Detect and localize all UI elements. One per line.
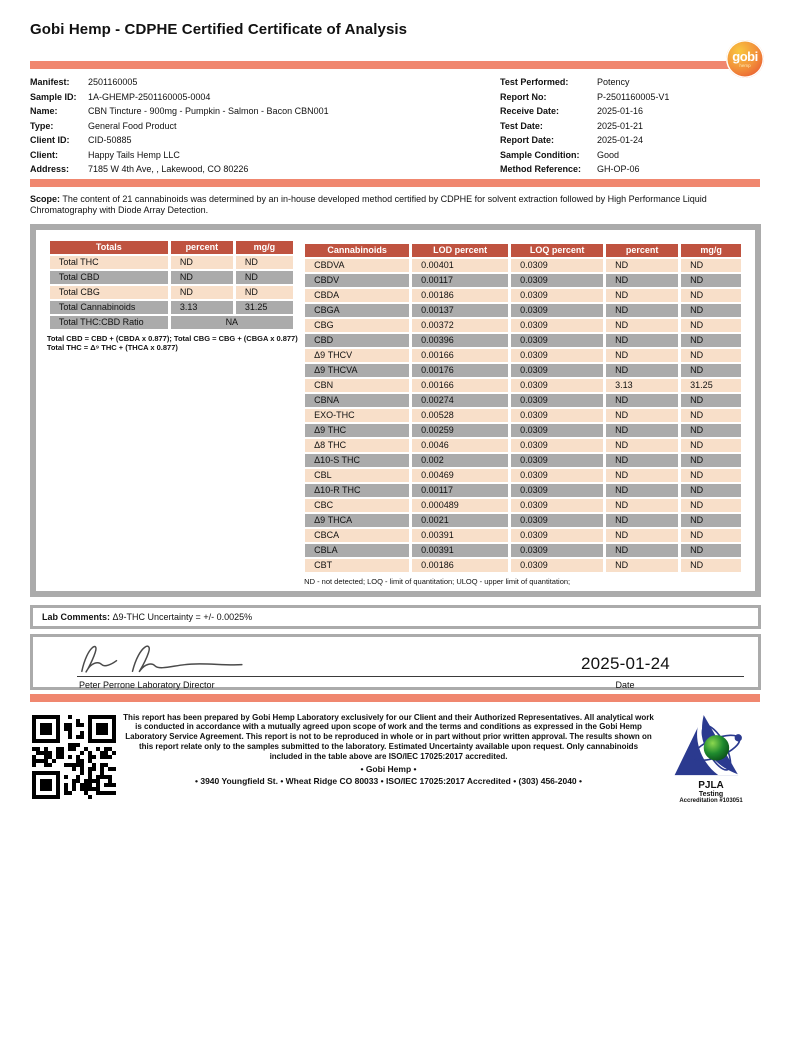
info-label: Name: xyxy=(30,106,58,116)
cannabinoid-lod: 0.00372 xyxy=(412,319,508,332)
signature-line xyxy=(77,676,744,677)
cannabinoid-name: CBDV xyxy=(305,274,409,287)
cannabinoid-name: Δ9 THCA xyxy=(305,514,409,527)
cannabinoid-percent: ND xyxy=(606,364,678,377)
cannabinoid-percent: ND xyxy=(606,319,678,332)
cannabinoid-lod: 0.00176 xyxy=(412,364,508,377)
logo-text: gobi xyxy=(732,48,758,64)
totals-table xyxy=(47,239,296,331)
info-row xyxy=(30,148,500,163)
cannabinoid-mgg: ND xyxy=(681,424,741,437)
cannabinoid-percent: ND xyxy=(606,289,678,302)
cannabinoid-mgg: ND xyxy=(681,559,741,572)
totals-row-mgg: ND xyxy=(236,286,293,299)
cannabinoid-body xyxy=(305,259,741,572)
totals-row-percent: ND xyxy=(171,256,233,269)
totals-header-row xyxy=(50,241,293,254)
cannabinoid-lod: 0.0046 xyxy=(412,439,508,452)
cannabinoid-row xyxy=(305,514,741,527)
info-label: Manifest: xyxy=(30,77,70,87)
pjla-testing-label: Testing xyxy=(698,790,724,798)
accent-divider-bar xyxy=(30,179,760,187)
cannabinoid-percent: ND xyxy=(606,484,678,497)
cannabinoid-loq: 0.0309 xyxy=(511,259,603,272)
cannabinoid-loq: 0.0309 xyxy=(511,364,603,377)
info-value: 2501160005 xyxy=(88,77,138,87)
cannabinoid-row xyxy=(305,394,741,407)
accent-divider-bar xyxy=(30,61,760,69)
lab-comments-box xyxy=(30,605,761,629)
info-row xyxy=(30,75,500,90)
cannabinoid-mgg: 31.25 xyxy=(681,379,741,392)
cannabinoid-loq: 0.0309 xyxy=(511,424,603,437)
cannabinoid-row xyxy=(305,469,741,482)
date-label: Date xyxy=(615,679,635,690)
cannabinoid-lod: 0.00186 xyxy=(412,559,508,572)
lab-comments-label: Lab Comments: xyxy=(42,611,111,622)
totals-header-cell: mg/g xyxy=(236,241,293,254)
cannabinoid-percent: ND xyxy=(606,334,678,347)
info-value: CID-50885 xyxy=(88,135,132,145)
totals-row-mgg: ND xyxy=(236,256,293,269)
cannabinoid-row xyxy=(305,529,741,542)
cannabinoid-percent: ND xyxy=(606,529,678,542)
info-value: 7185 W 4th Ave, , Lakewood, CO 80226 xyxy=(88,164,249,174)
totals-row-label: Total THC xyxy=(50,256,168,269)
totals-formulas xyxy=(47,334,298,352)
info-row xyxy=(500,133,761,148)
cannabinoid-table xyxy=(302,242,744,574)
cannabinoid-loq: 0.0309 xyxy=(511,394,603,407)
cannabinoid-name: Δ8 THC xyxy=(305,439,409,452)
info-label: Client ID: xyxy=(30,135,70,145)
cannabinoid-name: Δ9 THCV xyxy=(305,349,409,362)
results-container xyxy=(30,224,761,597)
cannabinoid-percent: ND xyxy=(606,469,678,482)
scope-label: Scope: xyxy=(30,193,61,204)
signature-section xyxy=(30,634,761,690)
cannabinoid-percent: ND xyxy=(606,349,678,362)
sample-info-section xyxy=(30,75,761,177)
cannabinoid-row xyxy=(305,349,741,362)
info-label: Test Performed: xyxy=(500,77,569,87)
cannabinoid-row xyxy=(305,439,741,452)
totals-row-label: Total CBG xyxy=(50,286,168,299)
cannabinoid-row xyxy=(305,454,741,467)
cannabinoid-header-row xyxy=(305,244,741,257)
totals-row-percent: 3.13 xyxy=(171,301,233,314)
cannabinoid-percent: ND xyxy=(606,499,678,512)
cannabinoid-lod: 0.00391 xyxy=(412,529,508,542)
cannabinoid-loq: 0.0309 xyxy=(511,304,603,317)
pjla-accreditation-logo xyxy=(661,713,761,804)
cannabinoid-lod: 0.00274 xyxy=(412,394,508,407)
cannabinoid-row xyxy=(305,364,741,377)
certificate-page xyxy=(0,21,791,1045)
cannabinoid-percent: ND xyxy=(606,304,678,317)
cannabinoid-percent: ND xyxy=(606,394,678,407)
cannabinoid-loq: 0.0309 xyxy=(511,469,603,482)
totals-row xyxy=(50,286,293,299)
cannabinoid-lod: 0.00166 xyxy=(412,379,508,392)
cannabinoid-row xyxy=(305,289,741,302)
cannabinoid-lod: 0.00117 xyxy=(412,484,508,497)
cannabinoid-mgg: ND xyxy=(681,334,741,347)
cannabinoid-row xyxy=(305,424,741,437)
totals-row-label: Total CBD xyxy=(50,271,168,284)
cannabinoid-loq: 0.0309 xyxy=(511,499,603,512)
cannabinoid-mgg: ND xyxy=(681,484,741,497)
cannabinoid-percent: ND xyxy=(606,559,678,572)
totals-row xyxy=(50,271,293,284)
address-line: • 3940 Youngfield St. • Wheat Ridge CO 80033 • ISO/IEC 17025:2017 Accredited • (303) 456-2040 • xyxy=(195,776,582,787)
cannabinoid-name: CBGA xyxy=(305,304,409,317)
cannabinoid-header-cell: Cannabinoids xyxy=(305,244,409,257)
cannabinoid-row xyxy=(305,559,741,572)
cannabinoid-name: Δ9 THCVA xyxy=(305,364,409,377)
cannabinoid-name: EXO-THC xyxy=(305,409,409,422)
cannabinoid-mgg: ND xyxy=(681,409,741,422)
info-row xyxy=(30,119,500,134)
signatory-name-title: Peter Perrone Laboratory Director xyxy=(79,679,215,690)
scope-text xyxy=(30,194,761,216)
pjla-name: PJLA xyxy=(698,779,724,791)
info-row xyxy=(30,104,500,119)
gobi-hemp-logo xyxy=(726,40,764,78)
cannabinoid-name: CBN xyxy=(305,379,409,392)
cannabinoid-lod: 0.00166 xyxy=(412,349,508,362)
disclaimer-block xyxy=(116,713,661,787)
info-row xyxy=(500,75,761,90)
info-value: Potency xyxy=(597,77,630,87)
cannabinoid-mgg: ND xyxy=(681,454,741,467)
totals-ratio-value: NA xyxy=(171,316,293,329)
info-row xyxy=(30,162,500,177)
formula-line-1: Total CBD = CBD + (CBDA x 0.877); Total CBG = CBG + (CBGA x 0.877) xyxy=(46,333,298,343)
cannabinoid-row xyxy=(305,319,741,332)
cannabinoid-percent: ND xyxy=(606,439,678,452)
cannabinoid-name: CBNA xyxy=(305,394,409,407)
cannabinoid-lod: 0.00469 xyxy=(412,469,508,482)
cannabinoid-percent: ND xyxy=(606,544,678,557)
cannabinoid-row xyxy=(305,544,741,557)
cannabinoid-row xyxy=(305,274,741,287)
totals-row xyxy=(50,301,293,314)
cannabinoid-name: Δ9 THC xyxy=(305,424,409,437)
pjla-accreditation-number: Accreditation #103051 xyxy=(679,797,743,804)
cannabinoid-header-cell: LOQ percent xyxy=(511,244,603,257)
cannabinoid-percent: ND xyxy=(606,424,678,437)
totals-header-cell: Totals xyxy=(50,241,168,254)
totals-row-mgg: 31.25 xyxy=(236,301,293,314)
cannabinoid-header-cell: mg/g xyxy=(681,244,741,257)
cannabinoid-loq: 0.0309 xyxy=(511,439,603,452)
totals-block xyxy=(47,239,298,352)
cannabinoid-lod: 0.00259 xyxy=(412,424,508,437)
cannabinoid-lod: 0.002 xyxy=(412,454,508,467)
cannabinoid-mgg: ND xyxy=(681,364,741,377)
info-label: Method Reference: xyxy=(500,164,582,174)
cannabinoid-loq: 0.0309 xyxy=(511,454,603,467)
info-value: 2025-01-21 xyxy=(597,120,644,131)
cannabinoid-row xyxy=(305,499,741,512)
qr-code xyxy=(32,715,116,799)
signature-date: 2025-01-24 xyxy=(581,653,670,673)
cannabinoid-loq: 0.0309 xyxy=(511,559,603,572)
cannabinoid-header-cell: LOD percent xyxy=(412,244,508,257)
cannabinoid-row xyxy=(305,304,741,317)
cannabinoid-lod: 0.00396 xyxy=(412,334,508,347)
info-label: Client: xyxy=(30,149,58,160)
accent-divider-bar xyxy=(30,694,760,702)
info-value: Good xyxy=(597,149,620,160)
info-value: Happy Tails Hemp LLC xyxy=(88,149,180,160)
info-value: General Food Product xyxy=(88,120,177,131)
cannabinoid-mgg: ND xyxy=(681,439,741,452)
info-label: Sample Condition: xyxy=(500,149,580,160)
pjla-logo-icon xyxy=(671,713,751,779)
cannabinoid-name: Δ10-R THC xyxy=(305,484,409,497)
cannabinoid-row xyxy=(305,334,741,347)
cannabinoid-loq: 0.0309 xyxy=(511,484,603,497)
info-value: 2025-01-16 xyxy=(597,106,644,116)
cannabinoid-mgg: ND xyxy=(681,514,741,527)
totals-ratio-row xyxy=(50,316,293,329)
cannabinoid-row xyxy=(305,409,741,422)
info-label: Receive Date: xyxy=(500,106,560,116)
scope-body: The content of 21 cannabinoids was determined by an in-house developed method certified by CDPHE for solvent extraction followed by High Performance Liquid Chromatography with Diode Array Detection. xyxy=(30,193,707,215)
totals-row-mgg: ND xyxy=(236,271,293,284)
info-row xyxy=(30,133,500,148)
cannabinoid-mgg: ND xyxy=(681,469,741,482)
cannabinoid-loq: 0.0309 xyxy=(511,529,603,542)
info-row xyxy=(500,104,761,119)
cannabinoid-percent: ND xyxy=(606,259,678,272)
cannabinoid-mgg: ND xyxy=(681,499,741,512)
cannabinoid-loq: 0.0309 xyxy=(511,274,603,287)
cannabinoid-loq: 0.0309 xyxy=(511,319,603,332)
cannabinoid-block xyxy=(302,242,744,586)
cannabinoid-percent: 3.13 xyxy=(606,379,678,392)
totals-row-percent: ND xyxy=(171,271,233,284)
totals-body xyxy=(50,256,293,314)
totals-row xyxy=(50,256,293,269)
info-value: P-2501160005-V1 xyxy=(597,91,670,102)
cannabinoid-lod: 0.00117 xyxy=(412,274,508,287)
logo-subtext: hemp xyxy=(739,62,751,68)
cannabinoid-name: CBL xyxy=(305,469,409,482)
cannabinoid-loq: 0.0309 xyxy=(511,349,603,362)
info-row xyxy=(500,119,761,134)
signature-image xyxy=(73,638,288,678)
info-label: Address: xyxy=(30,164,70,174)
cannabinoid-percent: ND xyxy=(606,514,678,527)
cannabinoid-percent: ND xyxy=(606,454,678,467)
cannabinoid-loq: 0.0309 xyxy=(511,334,603,347)
cannabinoid-name: CBDA xyxy=(305,289,409,302)
cannabinoid-loq: 0.0309 xyxy=(511,289,603,302)
cannabinoid-name: CBDVA xyxy=(305,259,409,272)
cannabinoid-name: CBC xyxy=(305,499,409,512)
cannabinoid-loq: 0.0309 xyxy=(511,514,603,527)
info-label: Sample ID: xyxy=(30,91,77,102)
info-value: 2025-01-24 xyxy=(597,135,644,145)
cannabinoid-header-cell: percent xyxy=(606,244,678,257)
cannabinoid-lod: 0.00391 xyxy=(412,544,508,557)
info-value: CBN Tincture - 900mg - Pumpkin - Salmon - Bacon CBN001 xyxy=(88,106,329,116)
cannabinoid-row xyxy=(305,484,741,497)
cannabinoid-mgg: ND xyxy=(681,529,741,542)
info-value: GH-OP-06 xyxy=(597,164,640,174)
totals-header-cell: percent xyxy=(171,241,233,254)
info-row xyxy=(500,162,761,177)
cannabinoid-name: CBCA xyxy=(305,529,409,542)
company-line: • Gobi Hemp • xyxy=(360,764,417,775)
cannabinoid-row xyxy=(305,379,741,392)
info-left-column xyxy=(30,75,500,177)
info-value: 1A-GHEMP-2501160005-0004 xyxy=(88,91,211,102)
formula-line-2: Total THC = Δ⁹ THC + (THCA x 0.877) xyxy=(46,342,178,352)
cannabinoid-loq: 0.0309 xyxy=(511,379,603,392)
totals-ratio-label: Total THC:CBD Ratio xyxy=(50,316,168,329)
cannabinoid-row xyxy=(305,259,741,272)
lab-comments-text: Δ9-THC Uncertainty = +/- 0.0025% xyxy=(112,611,253,622)
cannabinoid-mgg: ND xyxy=(681,304,741,317)
totals-row-label: Total Cannabinoids xyxy=(50,301,168,314)
cannabinoid-mgg: ND xyxy=(681,544,741,557)
info-row xyxy=(30,90,500,105)
info-label: Report No: xyxy=(500,91,547,102)
cannabinoid-lod: 0.00137 xyxy=(412,304,508,317)
cannabinoid-name: CBD xyxy=(305,334,409,347)
cannabinoid-percent: ND xyxy=(606,409,678,422)
info-right-column xyxy=(500,75,761,177)
cannabinoid-name: Δ10-S THC xyxy=(305,454,409,467)
cannabinoid-mgg: ND xyxy=(681,319,741,332)
info-label: Report Date: xyxy=(500,135,555,145)
cannabinoid-mgg: ND xyxy=(681,259,741,272)
cannabinoid-lod: 0.00528 xyxy=(412,409,508,422)
cannabinoid-percent: ND xyxy=(606,274,678,287)
cannabinoid-lod: 0.000489 xyxy=(412,499,508,512)
page-title: Gobi Hemp - CDPHE Certified Certificate of Analysis xyxy=(30,21,408,38)
totals-row-percent: ND xyxy=(171,286,233,299)
footer-section xyxy=(32,713,761,804)
cannabinoid-mgg: ND xyxy=(681,274,741,287)
cannabinoid-lod: 0.00186 xyxy=(412,289,508,302)
info-label: Type: xyxy=(30,120,54,131)
cannabinoid-name: CBG xyxy=(305,319,409,332)
cannabinoid-mgg: ND xyxy=(681,289,741,302)
cannabinoid-lod: 0.00401 xyxy=(412,259,508,272)
cannabinoid-mgg: ND xyxy=(681,349,741,362)
cannabinoid-name: CBLA xyxy=(305,544,409,557)
cannabinoid-lod: 0.0021 xyxy=(412,514,508,527)
cannabinoid-name: CBT xyxy=(305,559,409,572)
cannabinoid-loq: 0.0309 xyxy=(511,544,603,557)
cannabinoid-loq: 0.0309 xyxy=(511,409,603,422)
cannabinoid-mgg: ND xyxy=(681,394,741,407)
disclaimer-text: This report has been prepared by Gobi Hemp Laboratory exclusively for our Client and their Authorized Representatives. All analytical work is conducted in accordance with a mutually agreed upon scope of work and the terms and conditions as expressed in the Gobi Hemp Laboratory Service Agreement. This report is not to be reproduced in whole or in part without prior written approval. The results shown on this report relate only to the samples submitted to the laboratory. Estimated Uncertainty available upon request. Only cannabinoids included in the table above are ISO/IEC 17025:2017 accredited. xyxy=(123,712,654,761)
info-label: Test Date: xyxy=(500,120,543,131)
info-row xyxy=(500,148,761,163)
info-row xyxy=(500,90,761,105)
table-footnote: ND - not detected; LOQ - limit of quantitation; ULOQ - upper limit of quantitation; xyxy=(304,576,571,586)
